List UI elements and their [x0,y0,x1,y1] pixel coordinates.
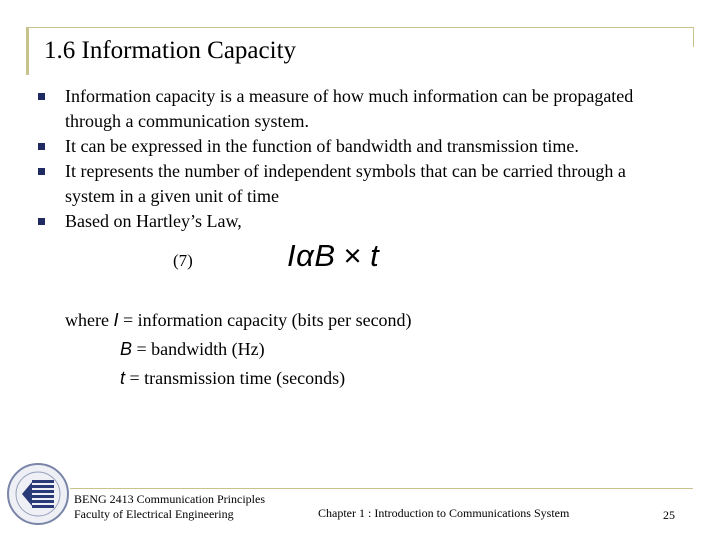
footer-divider [70,488,693,489]
university-logo-icon [6,462,70,526]
slide-title: 1.6 Information Capacity [44,37,297,64]
title-frame-top [26,27,694,28]
definition-var: I [113,310,119,330]
formula-t: t [370,238,380,273]
bullet-item [38,134,678,159]
bullet-text: It represents the number of independent symbols that can be carried through a system in a given unit of time [65,161,626,206]
definition-prefix: where [65,310,114,330]
bullet-item [38,209,678,234]
hartley-formula [287,238,379,274]
formula-i: I [287,238,297,273]
square-bullet-icon [38,168,45,175]
footer-course: BENG 2413 Communication Principles [74,492,265,506]
definition-row [65,335,412,364]
formula-times: × [343,238,363,273]
definition-desc: = information capacity (bits per second) [118,310,412,330]
variable-definitions [65,306,412,393]
definition-desc: = transmission time (seconds) [125,368,346,388]
page-number: 25 [663,508,675,522]
footer-course-info [74,492,265,522]
title-frame-left [26,27,29,75]
bullet-item [38,84,678,134]
formula-b: B [314,238,336,273]
square-bullet-icon [38,218,45,225]
definition-desc: = bandwidth (Hz) [132,339,265,359]
footer-chapter: Chapter 1 : Introduction to Communications System [318,506,570,520]
definition-row [65,364,412,393]
bullet-text: Based on Hartley’s Law, [65,211,242,231]
footer-faculty: Faculty of Electrical Engineering [74,507,234,521]
definition-row [65,306,412,335]
bullet-text: It can be expressed in the function of bandwidth and transmission time. [65,136,579,156]
equation-number: (7) [173,251,193,270]
bullet-text: Information capacity is a measure of how much information can be propagated through a communication system. [65,86,634,131]
square-bullet-icon [38,93,45,100]
definition-var: t [120,368,126,388]
formula-alpha: α [296,238,315,273]
bullet-item [38,159,678,209]
square-bullet-icon [38,143,45,150]
bullet-list [38,84,678,234]
definition-var: B [120,339,133,359]
title-frame-right [693,27,694,47]
